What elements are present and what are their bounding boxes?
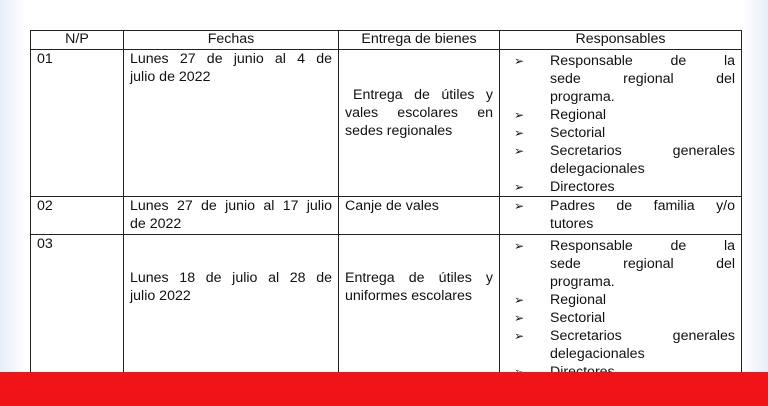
- resp-line: Regional: [550, 107, 607, 123]
- resp-line: tutores: [550, 216, 594, 232]
- resp-line: Regional: [550, 292, 607, 308]
- arrowhead-bullet-icon: ➢: [514, 199, 525, 213]
- entrega-line: Canje de vales: [345, 198, 439, 214]
- bottom-red-band: [0, 372, 768, 406]
- resp-line: Responsable de la: [550, 53, 735, 69]
- resp-line: programa.: [550, 89, 615, 105]
- row-responsables: [500, 235, 742, 382]
- header-responsables: Responsables: [500, 31, 742, 50]
- list-item: [506, 309, 735, 327]
- resp-line: delegacionales: [550, 346, 645, 362]
- header-row: [31, 31, 742, 50]
- resp-line: Sectorial: [550, 125, 606, 141]
- list-item: [506, 237, 735, 291]
- right-margin-tint: [742, 0, 768, 372]
- list-item: [506, 124, 735, 142]
- entrega-line: Entrega de útiles y: [353, 87, 493, 103]
- row-fecha: [124, 235, 339, 382]
- row-np: 02: [31, 197, 124, 235]
- list-item: [506, 52, 735, 106]
- resp-line: sede regional del: [550, 71, 735, 87]
- resp-line: programa.: [550, 274, 615, 290]
- fecha-line: Lunes 18 de julio al 28 de: [130, 270, 332, 286]
- list-item: [506, 327, 735, 363]
- fecha-line: julio de 2022: [130, 69, 211, 85]
- resp-line: Sectorial: [550, 310, 606, 326]
- arrowhead-bullet-icon: ➢: [514, 311, 525, 325]
- table-row: [31, 235, 742, 382]
- arrowhead-bullet-icon: ➢: [514, 144, 525, 158]
- arrowhead-bullet-icon: ➢: [514, 293, 525, 307]
- row-entrega: [339, 235, 500, 382]
- arrowhead-bullet-icon: ➢: [514, 126, 525, 140]
- entrega-line: uniformes escolares: [345, 288, 472, 304]
- header-entrega: Entrega de bienes: [339, 31, 500, 50]
- resp-line: Responsable de la: [550, 238, 735, 254]
- fecha-line: julio 2022: [130, 288, 191, 304]
- table-row: [31, 197, 742, 235]
- row-responsables: [500, 197, 742, 235]
- arrowhead-bullet-icon: ➢: [514, 108, 525, 122]
- header-fechas: Fechas: [124, 31, 339, 50]
- resp-line: Padres de familia y/o: [550, 198, 735, 214]
- table-row: [31, 50, 742, 197]
- fecha-line: Lunes 27 de junio al 4 de: [130, 51, 332, 67]
- list-item: [506, 178, 735, 196]
- entrega-line: vales escolares en: [345, 105, 493, 121]
- left-margin-tint: [0, 0, 26, 372]
- resp-line: sede regional del: [550, 256, 735, 272]
- resp-line: Secretarios generales: [550, 328, 735, 344]
- header-np: N/P: [31, 31, 124, 50]
- resp-line: Secretarios generales: [550, 143, 735, 159]
- entrega-line: sedes regionales: [345, 123, 453, 139]
- schedule-table: [30, 30, 742, 382]
- list-item: [506, 291, 735, 309]
- list-item: [506, 106, 735, 124]
- resp-line: delegacionales: [550, 161, 645, 177]
- row-fecha: [124, 197, 339, 235]
- list-item: [506, 197, 735, 233]
- row-np: 03: [31, 235, 124, 382]
- row-np: 01: [31, 50, 124, 197]
- row-fecha: [124, 50, 339, 197]
- arrowhead-bullet-icon: ➢: [514, 180, 525, 194]
- list-item: [506, 142, 735, 178]
- arrowhead-bullet-icon: ➢: [514, 329, 525, 343]
- fecha-line: Lunes 27 de junio al 17 julio: [130, 198, 332, 214]
- entrega-line: Entrega de útiles y: [345, 270, 493, 286]
- row-entrega: [339, 197, 500, 235]
- row-entrega: [339, 50, 500, 197]
- arrowhead-bullet-icon: ➢: [514, 239, 525, 253]
- fecha-line: de 2022: [130, 216, 182, 232]
- row-responsables: [500, 50, 742, 197]
- resp-line: Directores: [550, 179, 615, 195]
- arrowhead-bullet-icon: ➢: [514, 54, 525, 68]
